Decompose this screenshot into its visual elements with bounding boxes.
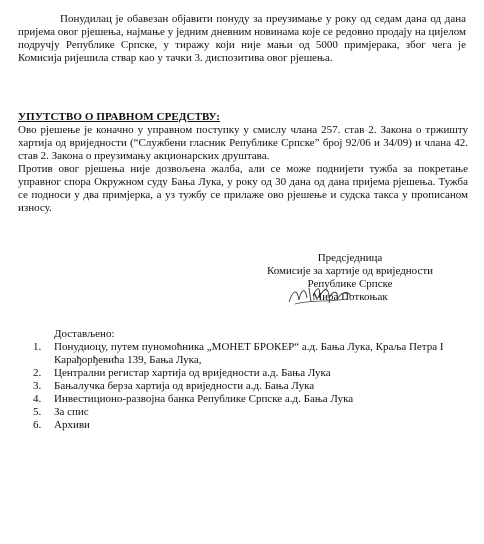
list-item xyxy=(33,380,473,393)
list-item-text: Инвестиционо-развојна банка Републике Српске а.д. Бања Лука xyxy=(54,393,354,405)
legal-remedy-section xyxy=(18,124,468,215)
list-item-number: 3. xyxy=(33,380,42,392)
list-item xyxy=(33,393,473,406)
list-item-number: 1. xyxy=(33,341,42,353)
list-item xyxy=(33,419,473,432)
list-item-number: 4. xyxy=(33,393,42,405)
list-item xyxy=(33,341,473,367)
intro-text: Понудилац је обавезан објавити понуду за преузимање у року од седам дана од дана пријема овог рјешења, најмање у једним дневним новинама које се редовно продају на цијелом подручју Републике Српске, у тиражу који није мањи од 5000 примјерака, због чега је Комисија ријешила ствар као у тачки 3. диспозитива овог рјешења. xyxy=(18,13,466,64)
handwritten-signature xyxy=(285,282,357,308)
list-item-number: 5. xyxy=(33,406,42,418)
legal-remedy-paragraph-2: Против овог рјешења није дозвољена жалба, али се може поднијети тужба за покретање управног спора Окружном суду Бања Лука, у року од 30 дана од дана пријема рјешења. Тужба се подноси у два примјерка, а уз тужбу се прилаже ово рјешење и судска такса у прописаном износу. xyxy=(18,163,468,214)
signatory-title: Предсједница xyxy=(317,252,383,264)
list-item-text: Бањалучка берза хартија од вриједности а.д. Бања Лука xyxy=(54,380,315,392)
legal-remedy-heading: УПУТСТВО О ПРАВНОМ СРЕДСТВУ: xyxy=(18,111,221,123)
signatory-name: Мира Поткоњак xyxy=(312,291,388,303)
list-item-text: Архиви xyxy=(54,419,90,431)
signatory-org-line-2: Републике Српске xyxy=(307,278,393,290)
delivered-label: Достављено: xyxy=(54,328,115,340)
delivered-list xyxy=(33,341,473,432)
list-item xyxy=(33,367,473,380)
list-item-number: 2. xyxy=(33,367,42,379)
list-item-text: Понудиоцу, путем пуномоћника „МОНЕТ БРОКЕР“ а.д. Бања Лука, Краља Петра I Карађорђевића 139, Бања Лука, xyxy=(54,341,444,366)
legal-remedy-paragraph-1: Ово рјешење је коначно у управном поступку у смислу члана 257. став 2. Закона о тржишту хартија од вриједности (“Службени гласник Републике Српске” број 92/06 и 34/09) и члана 42. став 2. Закона о преузимању акционарских друштава. xyxy=(18,124,468,162)
list-item-text: Централни регистар хартија од вриједности а.д. Бања Лука xyxy=(54,367,331,379)
list-item-number: 6. xyxy=(33,419,42,431)
signatory-org-line-1: Комисије за хартије од вриједности xyxy=(266,265,434,277)
list-item xyxy=(33,406,473,419)
list-item-text: За спис xyxy=(54,406,89,418)
intro-paragraph xyxy=(18,13,466,65)
